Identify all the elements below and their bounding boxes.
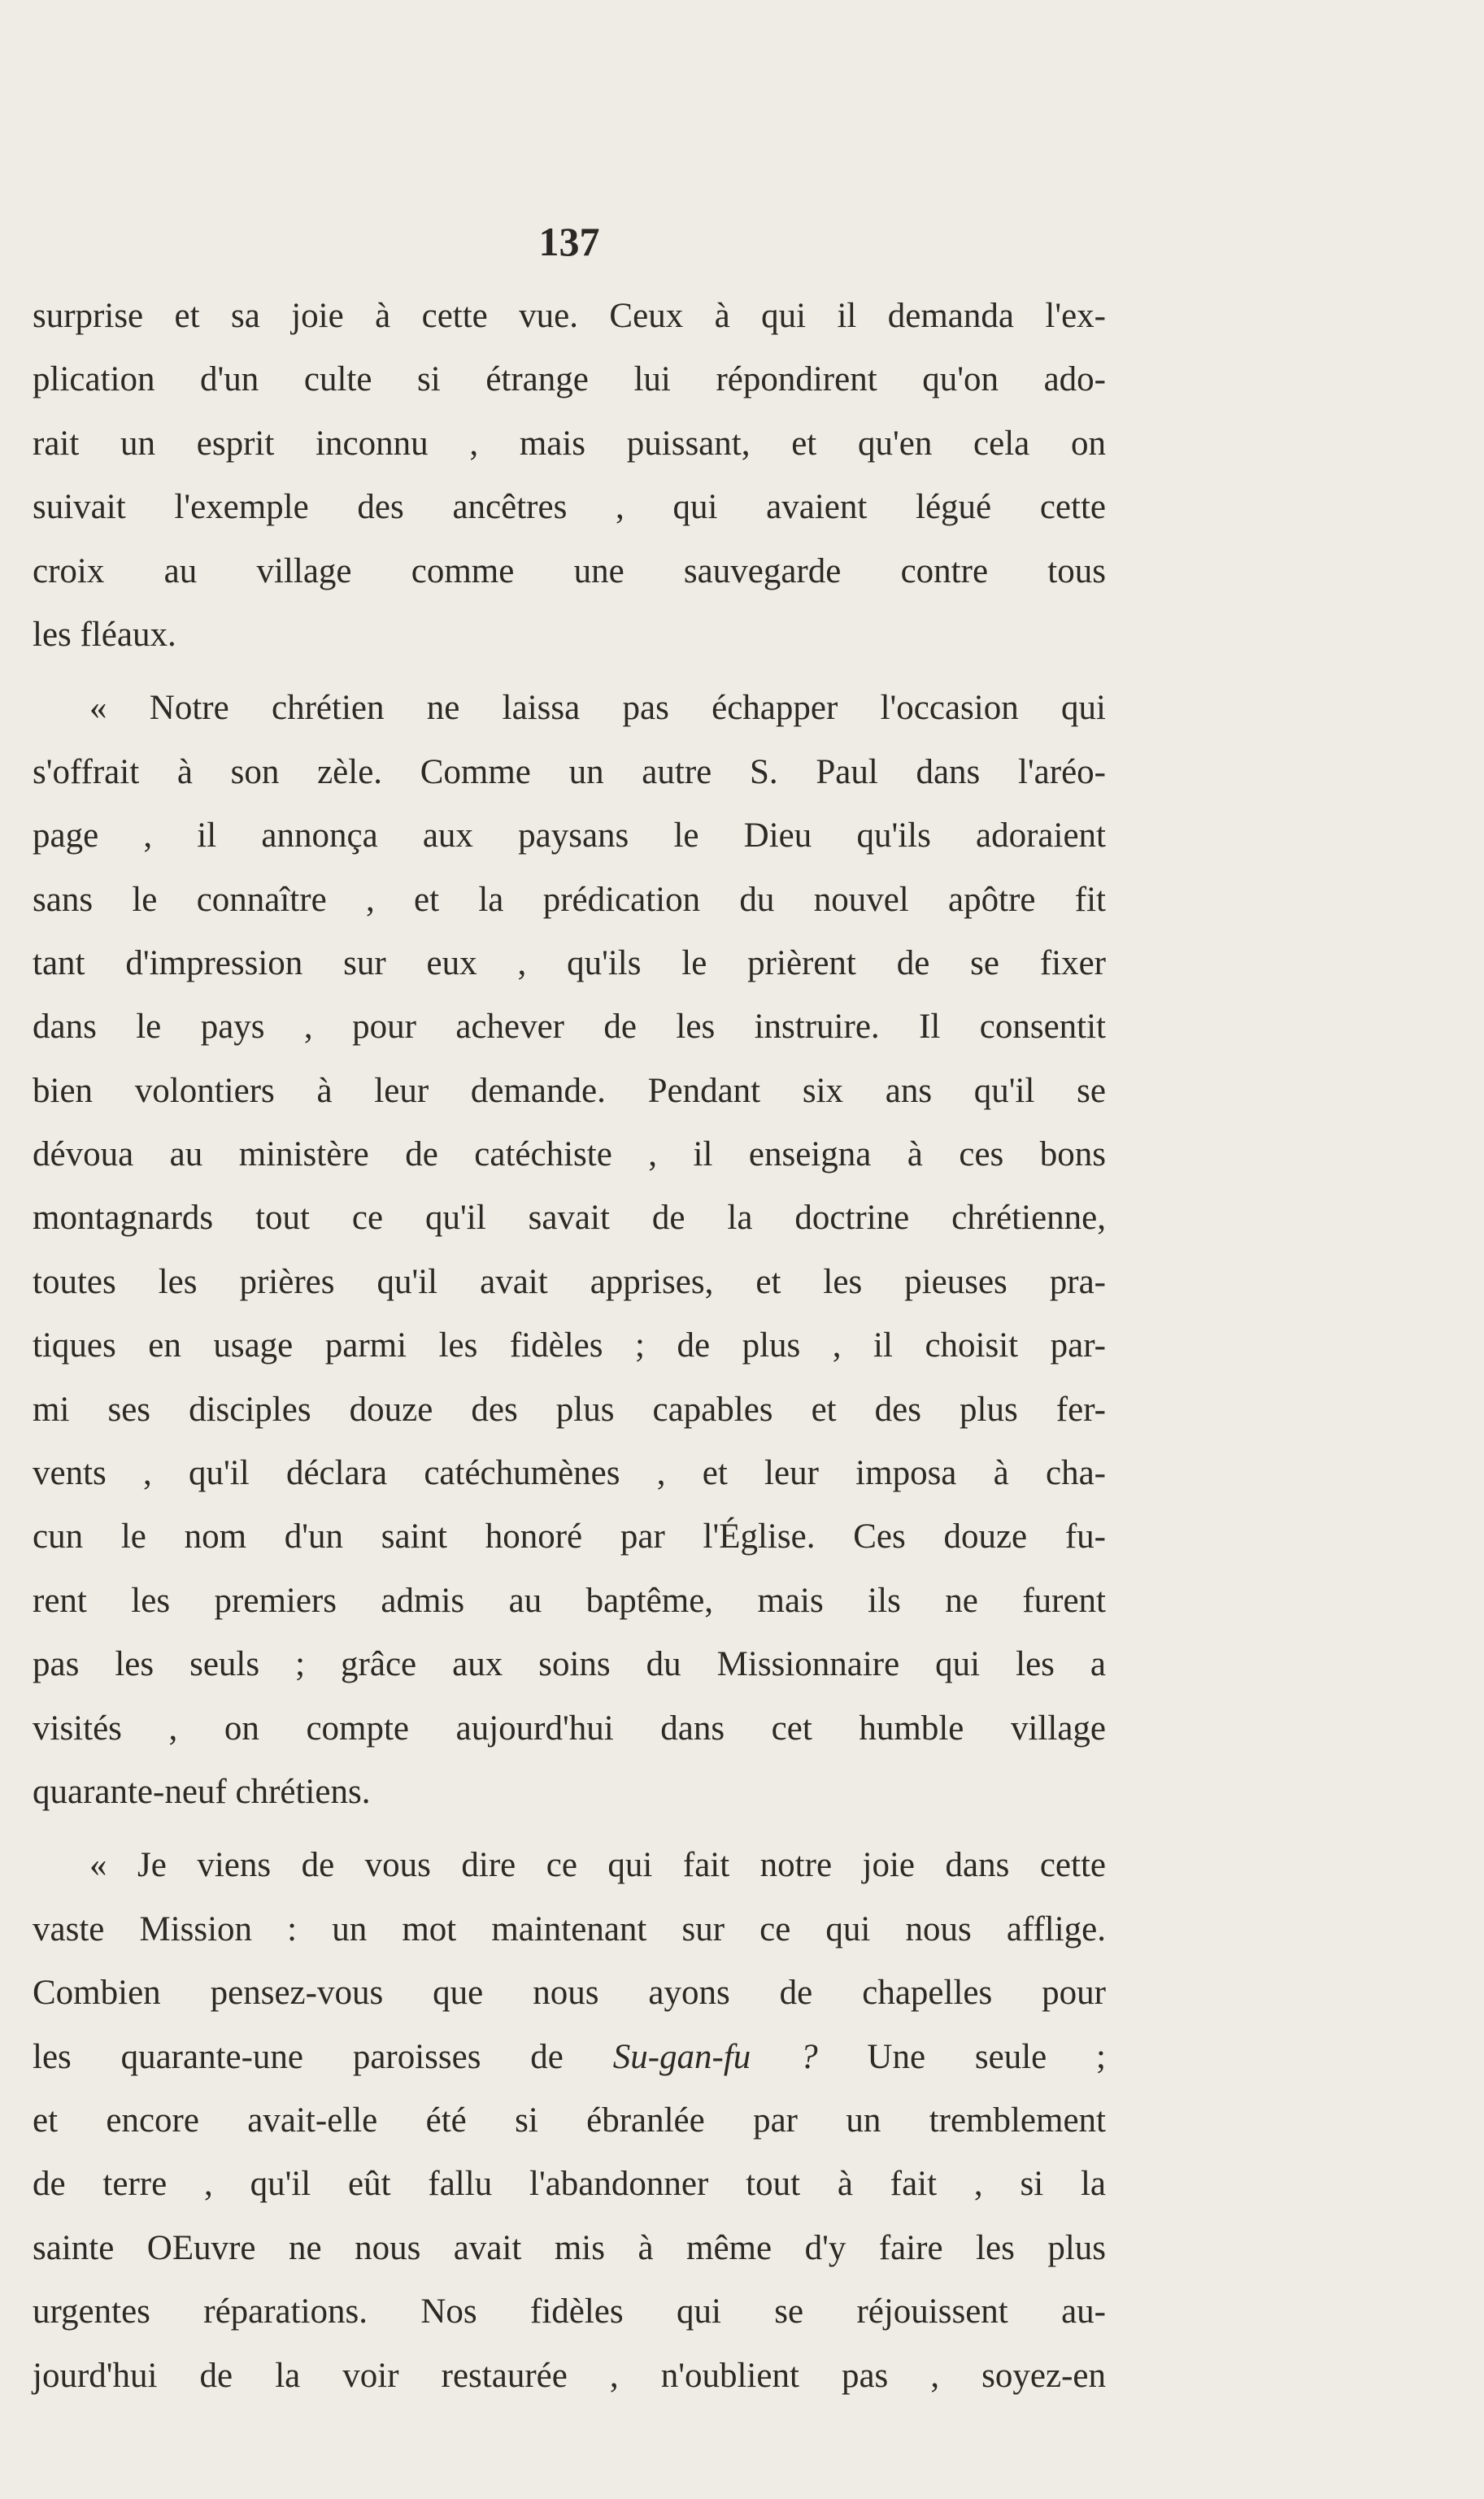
text-line: sainte OEuvre ne nous avait mis à même d'y faire les plus bbox=[33, 2228, 1106, 2267]
text-line: dans le pays , pour achever de les instruire. Il consentit bbox=[33, 1008, 1106, 1047]
text-line: rent les premiers admis au baptême, mais ils ne furent bbox=[33, 1581, 1106, 1620]
text-line: bien volontiers à leur demande. Pendant six ans qu'il se bbox=[33, 1071, 1106, 1110]
text-line: plication d'un culte si étrange lui répondirent qu'on ado- bbox=[33, 360, 1106, 399]
text-line: vaste Mission : un mot maintenant sur ce qui nous afflige. bbox=[33, 1909, 1106, 1948]
text-line: croix au village comme une sauvegarde contre tous bbox=[33, 551, 1106, 590]
paragraph-gap bbox=[33, 667, 1106, 677]
text-line: rait un esprit inconnu , mais puissant, et qu'en cela on bbox=[33, 424, 1106, 463]
text-line: « Je viens de vous dire ce qui fait notre joie dans cette bbox=[89, 1846, 1106, 1885]
text-line: Combien pensez-vous que nous ayons de chapelles pour bbox=[33, 1974, 1106, 2013]
paragraph-1 bbox=[33, 285, 1106, 667]
text-line: et encore avait-elle été si ébranlée par un tremblement bbox=[33, 2101, 1106, 2140]
text-line: montagnards tout ce qu'il savait de la doctrine chrétienne, bbox=[33, 1199, 1106, 1238]
text-line: quarante-neuf chrétiens. bbox=[33, 1772, 371, 1811]
text-line: suivait l'exemple des ancêtres , qui avaient légué cette bbox=[33, 488, 1106, 527]
text-line: cun le nom d'un saint honoré par l'Église. Ces douze fu- bbox=[33, 1517, 1106, 1556]
paragraph-gap bbox=[33, 1824, 1106, 1834]
text-line: s'offrait à son zèle. Comme un autre S. Paul dans l'aréo- bbox=[33, 752, 1106, 791]
text-line: les fléaux. bbox=[33, 615, 176, 654]
text-line: « Notre chrétien ne laissa pas échapper l'occasion qui bbox=[89, 689, 1106, 728]
text-line: visités , on compte aujourd'hui dans cet humble village bbox=[33, 1709, 1106, 1748]
text-line: tant d'impression sur eux , qu'ils le prièrent de se fixer bbox=[33, 943, 1106, 982]
text-line: sans le connaître , et la prédication du nouvel apôtre fit bbox=[33, 880, 1106, 919]
text-line: urgentes réparations. Nos fidèles qui se réjouissent au- bbox=[33, 2292, 1106, 2331]
text-line: tiques en usage parmi les fidèles ; de plus , il choisit par- bbox=[33, 1326, 1106, 1365]
text-line: mi ses disciples douze des plus capables et des plus fer- bbox=[33, 1390, 1106, 1429]
paragraph-3 bbox=[33, 1834, 1106, 2408]
page-number: 137 bbox=[538, 219, 600, 264]
text-line: de terre , qu'il eût fallu l'abandonner tout à fait , si la bbox=[33, 2165, 1106, 2204]
text-line: jourd'hui de la voir restaurée , n'oublient pas , soyez-en bbox=[33, 2356, 1106, 2395]
text-line: vents , qu'il déclara catéchumènes , et leur imposa à cha- bbox=[33, 1454, 1106, 1493]
line-text-after-place: Une seule ; bbox=[817, 2037, 1107, 2076]
text-line: toutes les prières qu'il avait apprises, et les pieuses pra- bbox=[33, 1262, 1106, 1301]
text-line: page , il annonça aux paysans le Dieu qu'ils adoraient bbox=[33, 816, 1106, 855]
text-line: surprise et sa joie à cette vue. Ceux à qui il demanda l'ex- bbox=[33, 297, 1106, 335]
place-name-italic: Su-gan-fu ? bbox=[612, 2037, 818, 2076]
text-line-with-place bbox=[33, 2026, 1106, 2089]
line-text-before-place: les quarante-une paroisses de bbox=[33, 2037, 613, 2076]
paragraph-2 bbox=[33, 677, 1106, 1824]
text-line: pas les seuls ; grâce aux soins du Missionnaire qui les a bbox=[33, 1645, 1106, 1684]
text-line: dévoua au ministère de catéchiste , il enseigna à ces bons bbox=[33, 1135, 1106, 1174]
body-text bbox=[33, 285, 1106, 2408]
